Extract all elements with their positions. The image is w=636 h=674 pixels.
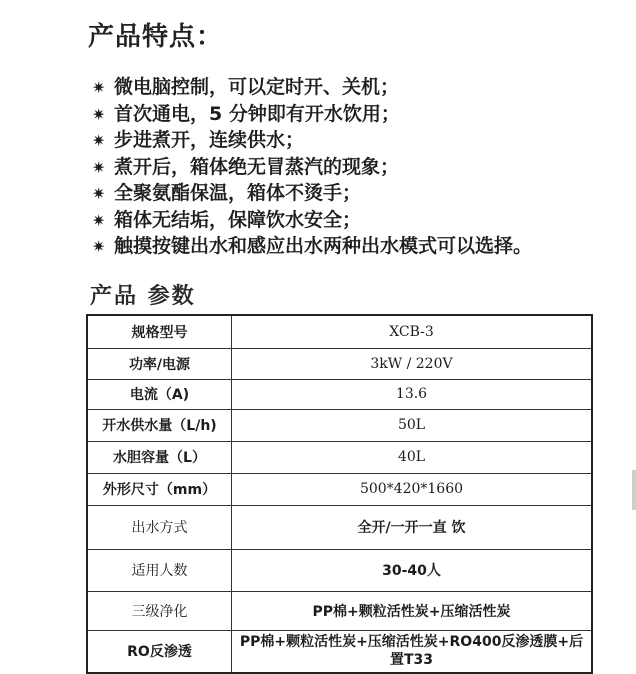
- feature-text: 触摸按键出水和感应出水两种出水模式可以选择。: [114, 235, 533, 257]
- asterisk-bullet-icon: ✷: [92, 184, 106, 203]
- feature-item: [92, 207, 532, 234]
- table-row: [87, 591, 592, 630]
- feature-item: [92, 180, 532, 207]
- spec-label: 外形尺寸（mm）: [87, 473, 232, 505]
- spec-value: 3kW / 220V: [232, 348, 593, 379]
- asterisk-bullet-icon: ✷: [92, 157, 106, 177]
- feature-text: 首次通电，5 分钟即有开水饮用；: [114, 102, 400, 125]
- spec-value: 40L: [232, 441, 593, 473]
- feature-text: 微电脑控制，可以定时开、关机；: [114, 76, 400, 98]
- features-list: [92, 74, 532, 260]
- spec-label: 三级净化: [87, 591, 232, 630]
- asterisk-bullet-icon: ✷: [92, 78, 106, 97]
- table-row: [87, 441, 592, 473]
- feature-item: [92, 101, 532, 128]
- table-row: [87, 348, 592, 379]
- table-row: [87, 315, 592, 348]
- feature-item: [92, 127, 532, 154]
- table-row: [87, 473, 592, 505]
- asterisk-bullet-icon: ✷: [92, 131, 106, 150]
- spec-value: 13.6: [232, 379, 593, 409]
- spec-label: RO反渗透: [87, 630, 232, 673]
- spec-value: 50L: [232, 409, 593, 441]
- feature-text: 箱体无结垢，保障饮水安全；: [114, 208, 362, 231]
- spec-value: 全开/一开一直 饮: [232, 505, 593, 549]
- feature-item: [92, 233, 532, 260]
- spec-value: XCB-3: [232, 315, 593, 348]
- spec-label: 开水供水量（L/h): [87, 409, 232, 441]
- table-row: [87, 505, 592, 549]
- feature-item: [92, 74, 532, 101]
- spec-value: PP棉+颗粒活性炭+压缩活性炭: [232, 591, 593, 630]
- feature-item: [92, 154, 532, 181]
- features-title: 产品特点：: [88, 22, 224, 52]
- spec-value: 30-40人: [232, 549, 593, 591]
- edge-shadow: [632, 470, 636, 510]
- spec-label: 功率/电源: [87, 348, 232, 379]
- params-title: 产品 参数: [90, 284, 196, 309]
- asterisk-bullet-icon: ✷: [92, 210, 106, 230]
- feature-text: 全聚氨酯保温，箱体不烫手；: [114, 182, 362, 204]
- spec-table: [86, 314, 593, 674]
- spec-label: 适用人数: [87, 549, 232, 591]
- table-row: [87, 630, 592, 673]
- spec-label: 水胆容量（L）: [87, 441, 232, 473]
- spec-label: 规格型号: [87, 315, 232, 348]
- table-row: [87, 549, 592, 591]
- asterisk-bullet-icon: ✷: [92, 104, 106, 124]
- spec-value: PP棉+颗粒活性炭+压缩活性炭+RO400反渗透膜+后置T33: [232, 630, 593, 673]
- feature-text: 步进煮开，连续供水；: [114, 129, 305, 151]
- asterisk-bullet-icon: ✷: [92, 237, 106, 256]
- spec-value: 500*420*1660: [232, 473, 593, 505]
- spec-label: 电流（A): [87, 379, 232, 409]
- table-row: [87, 379, 592, 409]
- feature-text: 煮开后，箱体绝无冒蒸汽的现象；: [114, 155, 400, 178]
- table-row: [87, 409, 592, 441]
- spec-label: 出水方式: [87, 505, 232, 549]
